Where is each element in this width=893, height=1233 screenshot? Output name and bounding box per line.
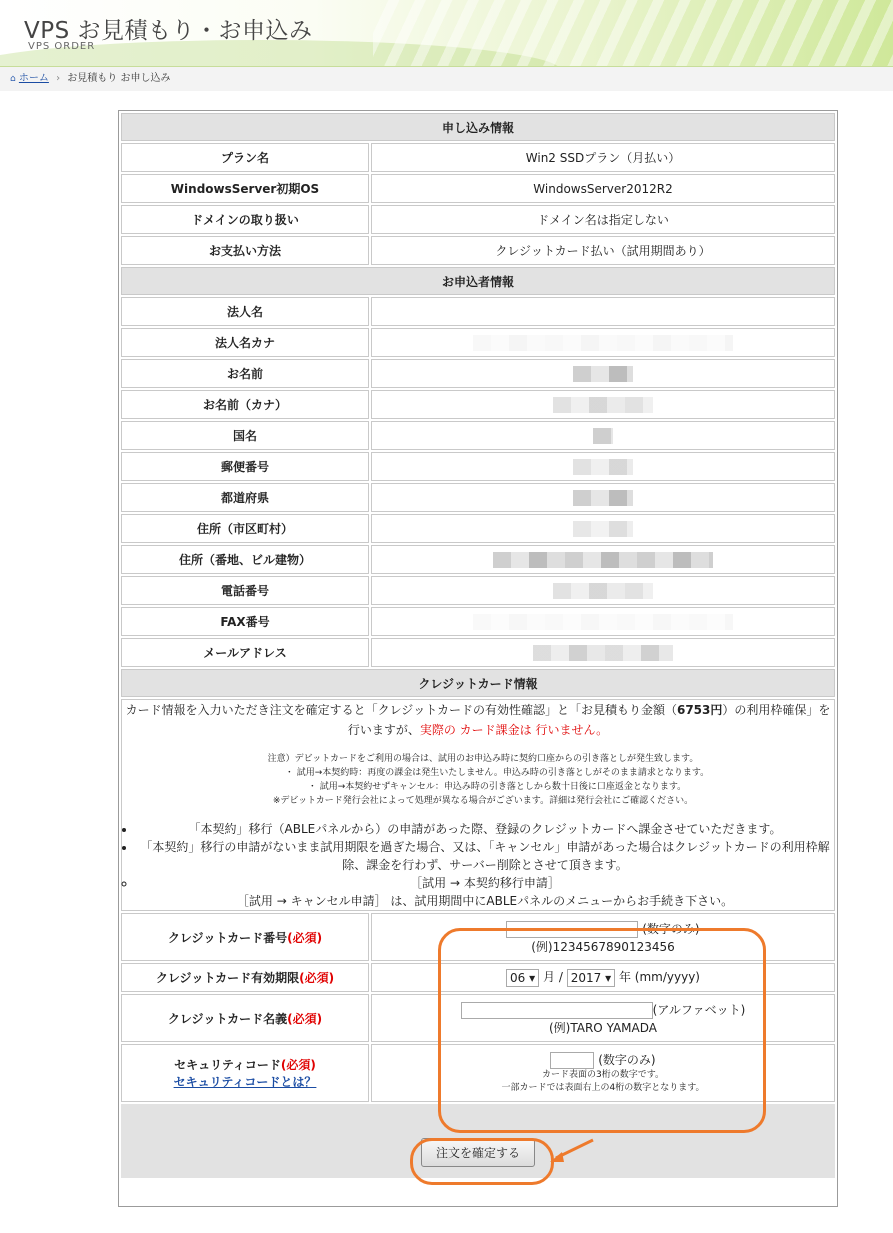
- date-separator: /: [558, 970, 563, 985]
- redacted-value: [593, 428, 613, 444]
- debit-note: 注意）デビットカードをご利用の場合は、試用のお申込み時に契約口座からの引き落としが発生致します。: [267, 754, 699, 764]
- breadcrumb: [0, 67, 893, 91]
- applicant-label: メールアドレス: [121, 638, 369, 667]
- card-holder-label: クレジットカード名義(必須): [121, 994, 369, 1042]
- applicant-label: FAX番号: [121, 607, 369, 636]
- redacted-value: [553, 397, 653, 413]
- card-number-hint: (数字のみ): [642, 921, 700, 936]
- redacted-value: [533, 645, 673, 661]
- applicant-label: 法人名: [121, 297, 369, 326]
- applicant-value: [371, 607, 835, 636]
- table-row: [121, 576, 835, 605]
- table-row: [121, 297, 835, 326]
- redacted-value: [553, 583, 653, 599]
- plan-label: プラン名: [121, 143, 369, 172]
- payment-label: お支払い方法: [121, 236, 369, 265]
- table-row: [121, 205, 835, 234]
- applicant-label: 法人名カナ: [121, 328, 369, 357]
- applicant-value: [371, 297, 835, 326]
- applicant-value: [371, 483, 835, 512]
- chevron-down-icon: ▾: [529, 970, 536, 985]
- applicant-value: [371, 638, 835, 667]
- redacted-value: [573, 459, 633, 475]
- applicant-label: 国名: [121, 421, 369, 450]
- order-table: [119, 111, 837, 1180]
- required-mark: (必須): [280, 1058, 316, 1072]
- applicant-value: [371, 576, 835, 605]
- os-value: WindowsServer2012R2: [371, 174, 835, 203]
- security-code-input[interactable]: [550, 1052, 594, 1069]
- applicant-label: 住所（市区町村）: [121, 514, 369, 543]
- table-row: [121, 483, 835, 512]
- breadcrumb-home-link[interactable]: ホーム: [18, 73, 49, 84]
- page-title: VPS お見積もり・お申込み: [24, 18, 313, 44]
- table-row: [121, 963, 835, 992]
- card-number-input[interactable]: [506, 921, 638, 938]
- arrow-icon: [548, 1136, 598, 1166]
- security-code-hint: (数字のみ): [598, 1053, 656, 1067]
- banner-stripes: [373, 0, 893, 66]
- expiry-month-select[interactable]: 06 ▾: [506, 969, 539, 987]
- applicant-label: 住所（番地、ビル建物）: [121, 545, 369, 574]
- table-row: [121, 1044, 835, 1102]
- list-item: • 「本契約」移行の申請がないまま試用期限を過ぎた場合、又は、「キャンセル」申請があった場合はクレジットカードの利用枠解除、課金を行わず、サーバー削除とさせて頂きます。: [136, 838, 834, 874]
- applicant-label: お名前（カナ）: [121, 390, 369, 419]
- month-unit: 月: [542, 970, 555, 985]
- table-row: [121, 545, 835, 574]
- table-row: [121, 514, 835, 543]
- list-item: • 「本契約」移行（ABLEパネルから）の申請があった際、登録のクレジットカードへ課金させていただきます。: [136, 820, 834, 838]
- applicant-label: 都道府県: [121, 483, 369, 512]
- card-number-example: (例)1234567890123456: [531, 939, 675, 954]
- chevron-right-icon: ›: [56, 73, 61, 84]
- security-code-note: 一部カードでは表面右上の4桁の数字となります。: [501, 1083, 705, 1093]
- table-row: [121, 913, 835, 961]
- table-row: [121, 452, 835, 481]
- applicant-value: [371, 390, 835, 419]
- redacted-value: [573, 521, 633, 537]
- chevron-down-icon: ▾: [605, 970, 612, 985]
- header-banner: [0, 0, 893, 67]
- applicant-label: 電話番号: [121, 576, 369, 605]
- security-code-note: カード表面の3桁の数字です。: [541, 1070, 664, 1080]
- table-row: [121, 390, 835, 419]
- domain-label: ドメインの取り扱い: [121, 205, 369, 234]
- expiry-year-select[interactable]: 2017 ▾: [567, 969, 615, 987]
- card-number-label: クレジットカード番号(必須): [121, 913, 369, 961]
- security-code-cell: [371, 1044, 835, 1102]
- table-row: [121, 359, 835, 388]
- debit-note: ・ 試用→本契約時：再度の課金は発生いたしません。申込み時の引き落としがそのまま請求となります。: [284, 768, 710, 778]
- list-item: ◦ ［試用 → 本契約移行申請］ ［試用 → キャンセル申請］ は、試用期間中にABLEパネルのメニューからお手続き下さい。: [136, 874, 834, 910]
- applicant-value: [371, 514, 835, 543]
- credit-notice: [121, 699, 835, 911]
- redacted-value: [493, 552, 713, 568]
- billing-rules-list: [122, 820, 834, 910]
- plan-value: Win2 SSDプラン（月払い）: [371, 143, 835, 172]
- card-holder-example: (例)TARO YAMADA: [549, 1020, 657, 1035]
- notice-text: カード情報を入力いただき注文を確定すると「クレジットカードの有効性確認」と「お見積もり金額（6753円）の利用枠確保」を行いますが、実際の カード課金は 行いません。: [125, 703, 831, 737]
- redacted-value: [473, 335, 733, 351]
- page-subtitle: VPS ORDER: [28, 41, 96, 52]
- table-row: [121, 638, 835, 667]
- table-row: [121, 174, 835, 203]
- table-row: [121, 328, 835, 357]
- applicant-value: [371, 328, 835, 357]
- security-code-help-link[interactable]: セキュリティコードとは？: [173, 1075, 317, 1089]
- table-row: [121, 236, 835, 265]
- card-expiry-label: クレジットカード有効期限(必須): [121, 963, 369, 992]
- required-mark: (必須): [287, 1011, 323, 1026]
- table-row: [121, 143, 835, 172]
- applicant-value: [371, 421, 835, 450]
- card-expiry-cell: [371, 963, 835, 992]
- breadcrumb-current: お見積もり お申し込み: [67, 73, 171, 84]
- submit-row: [121, 1104, 835, 1178]
- year-unit: 年: [618, 970, 631, 985]
- section-credit-info: クレジットカード情報: [121, 669, 835, 697]
- order-form: [118, 110, 838, 1207]
- table-row: [121, 421, 835, 450]
- section-applicant-info: お申込者情報: [121, 267, 835, 295]
- card-holder-input[interactable]: [461, 1002, 653, 1019]
- required-mark: (必須): [299, 971, 335, 985]
- debit-note: ・ 試用→本契約せずキャンセル：申込み時の引き落としから数十日後に口座返金となります。: [307, 782, 687, 792]
- domain-value: ドメイン名は指定しない: [371, 205, 835, 234]
- date-format-hint: (mm/yyyy): [634, 970, 700, 985]
- estimate-amount: 6753円: [676, 703, 723, 717]
- applicant-value: [371, 452, 835, 481]
- redacted-value: [473, 614, 733, 630]
- security-code-label: セキュリティコード(必須) セキュリティコードとは？: [121, 1044, 369, 1102]
- applicant-label: お名前: [121, 359, 369, 388]
- card-number-cell: [371, 913, 835, 961]
- applicant-value: [371, 545, 835, 574]
- redacted-value: [573, 490, 633, 506]
- payment-value: クレジットカード払い（試用期間あり）: [371, 236, 835, 265]
- card-holder-hint: (アルファベット): [652, 1002, 746, 1017]
- table-row: [121, 607, 835, 636]
- os-label: WindowsServer初期OS: [121, 174, 369, 203]
- redacted-value: [573, 366, 633, 382]
- debit-note: ※デビットカード発行会社によって処理が異なる場合がございます。詳細は発行会社にご確認ください。: [272, 796, 694, 806]
- applicant-label: 郵便番号: [121, 452, 369, 481]
- no-charge-warning: 実際の カード課金は 行いません。: [419, 723, 609, 737]
- confirm-order-button[interactable]: 注文を確定する: [421, 1138, 535, 1167]
- section-application-info: 申し込み情報: [121, 113, 835, 141]
- card-holder-cell: [371, 994, 835, 1042]
- required-mark: (必須): [287, 930, 323, 945]
- home-icon: ⌂: [10, 74, 16, 84]
- debit-notes: [122, 752, 834, 808]
- applicant-value: [371, 359, 835, 388]
- table-row: [121, 994, 835, 1042]
